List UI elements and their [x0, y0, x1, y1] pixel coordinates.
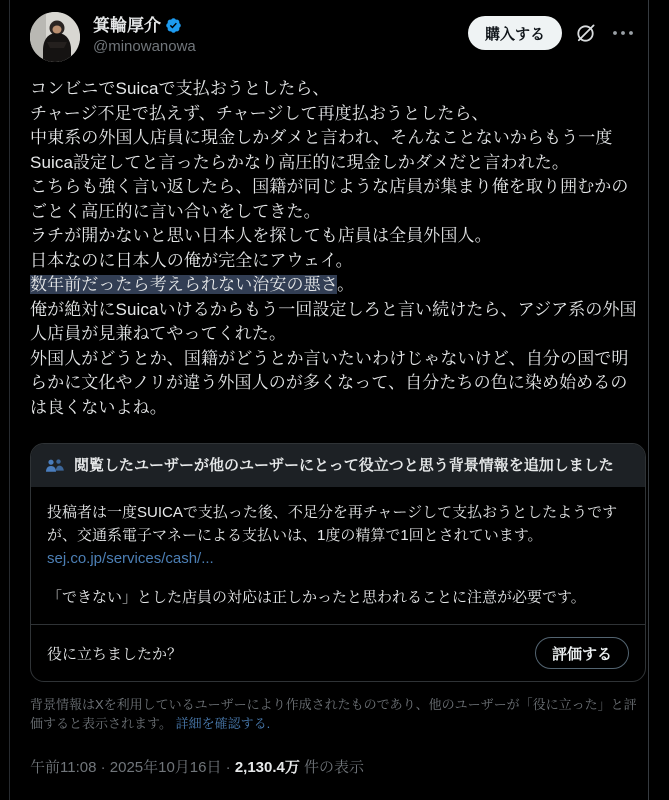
note-paragraph: 投稿者は一度SUICAで支払った後、不足分を再チャージして支払おうとしたようですが、交通系電子マネーによる支払いは、1度の精算で1回とされています。	[47, 504, 618, 544]
community-note-body	[31, 487, 645, 609]
user-identity	[93, 12, 196, 57]
display-name[interactable]: 箕輪厚介	[93, 16, 161, 35]
selected-text: 数年前だったら考えられない治安の悪さ	[30, 275, 338, 294]
community-note-title: 閲覧したユーザーが他のユーザーにとって役立つと思う背景情報を追加しました	[74, 457, 614, 474]
tweet-line-highlighted	[30, 273, 640, 298]
tweet-header	[30, 12, 636, 62]
more-icon[interactable]	[610, 21, 636, 45]
tweet-line: 俺が絶対にSuicaいけるからもう一回設定しろと言い続けたら、アジア系の外国人店員が見兼ねてやってくれた。	[30, 299, 637, 343]
note-source-link[interactable]: sej.co.jp/services/cash/...	[47, 550, 214, 567]
note-helpful-question: 役に立ちましたか？	[47, 645, 183, 663]
tweet-timestamp: 午前11:08 · 2025年10月16日 ·	[30, 759, 235, 776]
avatar-photo	[30, 12, 80, 62]
tweet-line: 外国人がどうとか、国籍がどうとか言いたいわけじゃないけど、自分の国で明らかに文化やノリが違う外国人のが多くなって、自分たちの色に染め始めるのは良くないよね。	[30, 348, 629, 417]
note-paragraph: 「できない」とした店員の対応は正しかったと思われることに注意が必要です。	[47, 589, 586, 606]
tweet-line: チャージ不足で払えず、チャージして再度払おうとしたら、	[30, 103, 489, 123]
community-note	[30, 443, 646, 682]
tweet-line: こちらも強く言い返したら、国籍が同じような店員が集まり俺を取り囲むかのごとく高圧的に言い合いをしてきた。	[30, 177, 629, 221]
tweet-text	[30, 77, 640, 420]
views-count: 2,130.4万	[234, 759, 300, 776]
tweet-meta	[30, 758, 636, 778]
tweet-line: コンビニでSuicaで支払おうとしたら、	[30, 79, 330, 98]
views-label: 件の表示	[299, 759, 365, 776]
rate-note-button[interactable]: 評価する	[535, 637, 629, 669]
verified-badge-icon	[165, 17, 182, 34]
tweet-line: ラチが開かないと思い日本人を探しても店員は全員外国人。	[30, 226, 492, 245]
note-disclaimer	[30, 695, 642, 733]
community-note-footer	[31, 624, 645, 681]
grok-icon[interactable]	[574, 21, 598, 45]
tweet-line: 中東系の外国人店員に現金しかダメと言われ、そんなことないからもう一度Suica設定してと言ったらかなり高圧的に現金しかダメだと言われた。	[30, 128, 613, 172]
tweet-detail-column	[9, 0, 649, 800]
note-disclaimer-text: 背景情報はXを利用しているユーザーにより作成されたものであり、他のユーザーが「役に立った」と評価すると表示されます。	[30, 697, 637, 731]
user-handle: @minowanowa	[93, 38, 196, 55]
tweet-line: 日本なのに日本人の俺が完全にアウェイ。	[30, 250, 353, 270]
selected-text-suffix: 。	[337, 275, 355, 294]
subscribe-button[interactable]: 購入する	[468, 16, 562, 50]
learn-more-link[interactable]: 詳細を確認する.	[175, 716, 271, 731]
community-people-icon	[45, 458, 65, 474]
header-controls	[468, 12, 636, 50]
avatar[interactable]	[30, 12, 80, 62]
community-note-header	[31, 444, 645, 487]
